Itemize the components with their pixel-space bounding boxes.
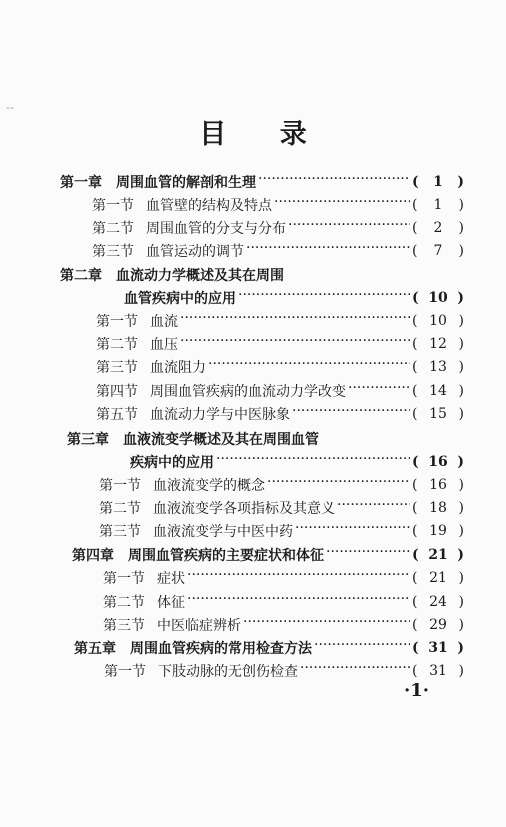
toc-entry-label: 第二节	[96, 337, 138, 353]
toc-section-entry	[0, 310, 506, 332]
dot-leader	[216, 455, 410, 469]
toc-page-ref	[412, 406, 464, 422]
toc-entry-label: 第二章	[60, 268, 102, 284]
toc-entry-label: 第一节	[99, 478, 141, 494]
toc-section-entry	[0, 660, 506, 682]
dot-leader	[258, 175, 410, 189]
toc-entry-title: 血液流变学概述及其在周围血管	[123, 432, 319, 448]
toc-section-entry	[0, 380, 506, 402]
paren-open: (	[412, 454, 419, 470]
toc-chapter-entry	[0, 544, 506, 566]
paren-close: )	[458, 220, 464, 236]
paren-open: (	[412, 174, 419, 190]
paren-close: )	[458, 594, 464, 610]
toc-section-entry	[0, 474, 506, 496]
paren-close: )	[458, 243, 464, 259]
paren-open: (	[412, 500, 418, 516]
dot-leader	[180, 337, 410, 351]
toc-entry-title: 血流动力学与中医脉象	[150, 407, 290, 423]
toc-section-entry	[0, 194, 506, 216]
toc-entry-title: 血液流变学各项指标及其意义	[153, 501, 335, 517]
toc-page-number: 16	[429, 477, 447, 493]
toc-entry-title: 血流	[150, 314, 178, 330]
toc-chapter-entry	[0, 428, 506, 450]
toc-entry-title: 血压	[150, 337, 178, 353]
toc-entry-label: 第四节	[96, 384, 138, 400]
toc-page-number: 15	[429, 406, 447, 422]
toc-page-number: 13	[429, 359, 447, 375]
dot-leader	[295, 524, 410, 538]
toc-section-entry	[0, 567, 506, 589]
paren-close: )	[458, 197, 464, 213]
toc-entry-label: 第一节	[96, 314, 138, 330]
paren-close: )	[458, 500, 464, 516]
toc-entry-title: 疾病中的应用	[130, 455, 214, 471]
toc-page-number: 2	[433, 220, 443, 236]
toc-page-number: 7	[433, 243, 443, 259]
toc-page-ref	[412, 500, 464, 516]
toc-entry-title: 血管疾病中的应用	[124, 291, 236, 307]
toc-page-number: 21	[428, 547, 448, 563]
dot-leader	[348, 384, 410, 398]
toc-page-number: 14	[429, 383, 447, 399]
toc-entry-label: 第五章	[74, 641, 116, 657]
toc-page-number: 10	[428, 290, 448, 306]
toc-section-entry	[0, 333, 506, 355]
toc-page-ref	[412, 383, 464, 399]
toc-page-number: 10	[429, 313, 447, 329]
toc-entry-title: 周围血管疾病的主要症状和体征	[128, 548, 324, 564]
dot-leader	[187, 571, 410, 585]
paren-close: )	[458, 406, 464, 422]
toc-entry-title: 体征	[157, 595, 185, 611]
page-title: 目 录	[199, 119, 329, 150]
dot-leader	[300, 664, 410, 678]
dot-leader	[292, 407, 410, 421]
toc-page-ref	[412, 547, 464, 563]
paren-open: (	[412, 406, 418, 422]
toc-page-number: 1	[433, 174, 443, 190]
toc-entry-title: 血液流变学与中医中药	[153, 524, 293, 540]
toc-entry-label: 第一节	[104, 664, 146, 680]
toc-entry-title: 血管壁的结构及特点	[146, 198, 272, 214]
paren-open: (	[412, 197, 418, 213]
toc-page-ref	[412, 570, 464, 586]
toc-page-number: 21	[429, 570, 447, 586]
paren-close: )	[458, 477, 464, 493]
paren-open: (	[412, 640, 419, 656]
toc-entry-label: 第四章	[72, 548, 114, 564]
toc-page-number: 29	[429, 617, 447, 633]
paren-close: )	[458, 570, 464, 586]
toc-entry-title: 周围血管的解剖和生理	[116, 175, 256, 191]
paren-close: )	[457, 640, 464, 656]
paren-open: (	[412, 313, 418, 329]
toc-entry-label: 第一节	[92, 198, 134, 214]
dot-leader	[187, 595, 410, 609]
toc-page-number: 31	[429, 663, 447, 679]
paren-open: (	[412, 220, 418, 236]
toc-section-entry	[0, 614, 506, 636]
toc-page-number: 1	[433, 197, 443, 213]
toc-page-ref	[412, 174, 464, 190]
toc-page-ref	[412, 594, 464, 610]
toc-chapter-entry	[0, 264, 506, 286]
toc-entry-label: 第三节	[96, 360, 138, 376]
toc-section-entry	[0, 591, 506, 613]
toc-page-ref	[412, 663, 464, 679]
dot-leader	[274, 198, 410, 212]
paren-close: )	[458, 663, 464, 679]
dot-leader	[314, 641, 410, 655]
scan-mark: ˜˜	[6, 107, 14, 116]
toc-page-ref	[412, 617, 464, 633]
paren-open: (	[412, 290, 419, 306]
toc-entry-title: 周围血管疾病的血流动力学改变	[150, 384, 346, 400]
paren-open: (	[412, 383, 418, 399]
paren-close: )	[457, 547, 464, 563]
toc-page-ref	[412, 313, 464, 329]
paren-close: )	[458, 383, 464, 399]
paren-open: (	[412, 359, 418, 375]
paren-open: (	[412, 617, 418, 633]
toc-entry-label: 第三节	[103, 618, 145, 634]
paren-open: (	[412, 663, 418, 679]
dot-leader	[243, 618, 410, 632]
paren-close: )	[457, 454, 464, 470]
paren-open: (	[412, 477, 418, 493]
dot-leader	[238, 291, 410, 305]
toc-page-number: 19	[429, 523, 447, 539]
paren-open: (	[412, 594, 418, 610]
toc-entry-title: 周围血管疾病的常用检查方法	[130, 641, 312, 657]
toc-section-entry	[0, 217, 506, 239]
toc-chapter-entry	[0, 171, 506, 193]
toc-entry-title: 血流动力学概述及其在周围	[116, 268, 284, 284]
toc-section-entry	[0, 240, 506, 262]
toc-section-entry	[0, 520, 506, 542]
toc-page-number: 18	[429, 500, 447, 516]
dot-leader	[180, 314, 410, 328]
toc-entry-label: 第三节	[92, 244, 134, 260]
toc-section-entry	[0, 356, 506, 378]
paren-open: (	[412, 243, 418, 259]
toc-page-number: 16	[428, 454, 448, 470]
toc-entry-title: 血液流变学的概念	[153, 478, 265, 494]
toc-entry-title: 症状	[157, 571, 185, 587]
paren-close: )	[458, 359, 464, 375]
toc-entry-title: 血管运动的调节	[146, 244, 244, 260]
paren-open: (	[412, 523, 418, 539]
toc-entry-title: 中医临症辨析	[157, 618, 241, 634]
toc-chapter-entry	[0, 451, 506, 473]
paren-open: (	[412, 547, 419, 563]
dot-leader	[208, 360, 410, 374]
dot-leader	[326, 548, 410, 562]
toc-page-number: 31	[428, 640, 448, 656]
toc-entry-label: 第二节	[99, 501, 141, 517]
dot-leader	[246, 244, 410, 258]
toc-entry-label: 第一节	[103, 571, 145, 587]
paren-close: )	[458, 336, 464, 352]
paren-open: (	[412, 570, 418, 586]
dot-leader	[267, 478, 410, 492]
toc-entry-label: 第三章	[67, 432, 109, 448]
paren-close: )	[457, 290, 464, 306]
page-number: ·1·	[404, 680, 430, 701]
toc-page-ref	[412, 477, 464, 493]
toc-entry-label: 第一章	[60, 175, 102, 191]
paren-close: )	[458, 617, 464, 633]
toc-section-entry	[0, 403, 506, 425]
toc-page-ref	[412, 290, 464, 306]
toc-page-ref	[412, 640, 464, 656]
toc-page-ref	[412, 336, 464, 352]
toc-page-ref	[412, 220, 464, 236]
paren-close: )	[458, 313, 464, 329]
toc-page-ref	[412, 243, 464, 259]
toc-page-ref	[412, 454, 464, 470]
toc-chapter-entry	[0, 287, 506, 309]
toc-entry-label: 第三节	[99, 524, 141, 540]
toc-page-number: 24	[429, 594, 447, 610]
paren-close: )	[458, 523, 464, 539]
toc-section-entry	[0, 497, 506, 519]
toc-page-number: 12	[429, 336, 447, 352]
dot-leader	[337, 501, 410, 515]
paren-open: (	[412, 336, 418, 352]
toc-entry-label: 第五节	[96, 407, 138, 423]
toc-entry-title: 血流阻力	[150, 360, 206, 376]
toc-entry-label: 第二节	[92, 221, 134, 237]
paren-close: )	[457, 174, 464, 190]
toc-chapter-entry	[0, 637, 506, 659]
toc-entry-title: 下肢动脉的无创伤检查	[158, 664, 298, 680]
toc-page-ref	[412, 359, 464, 375]
toc-page-ref	[412, 197, 464, 213]
toc-page-ref	[412, 523, 464, 539]
toc-entry-label: 第二节	[103, 595, 145, 611]
toc-entry-title: 周围血管的分支与分布	[146, 221, 286, 237]
dot-leader	[288, 221, 410, 235]
